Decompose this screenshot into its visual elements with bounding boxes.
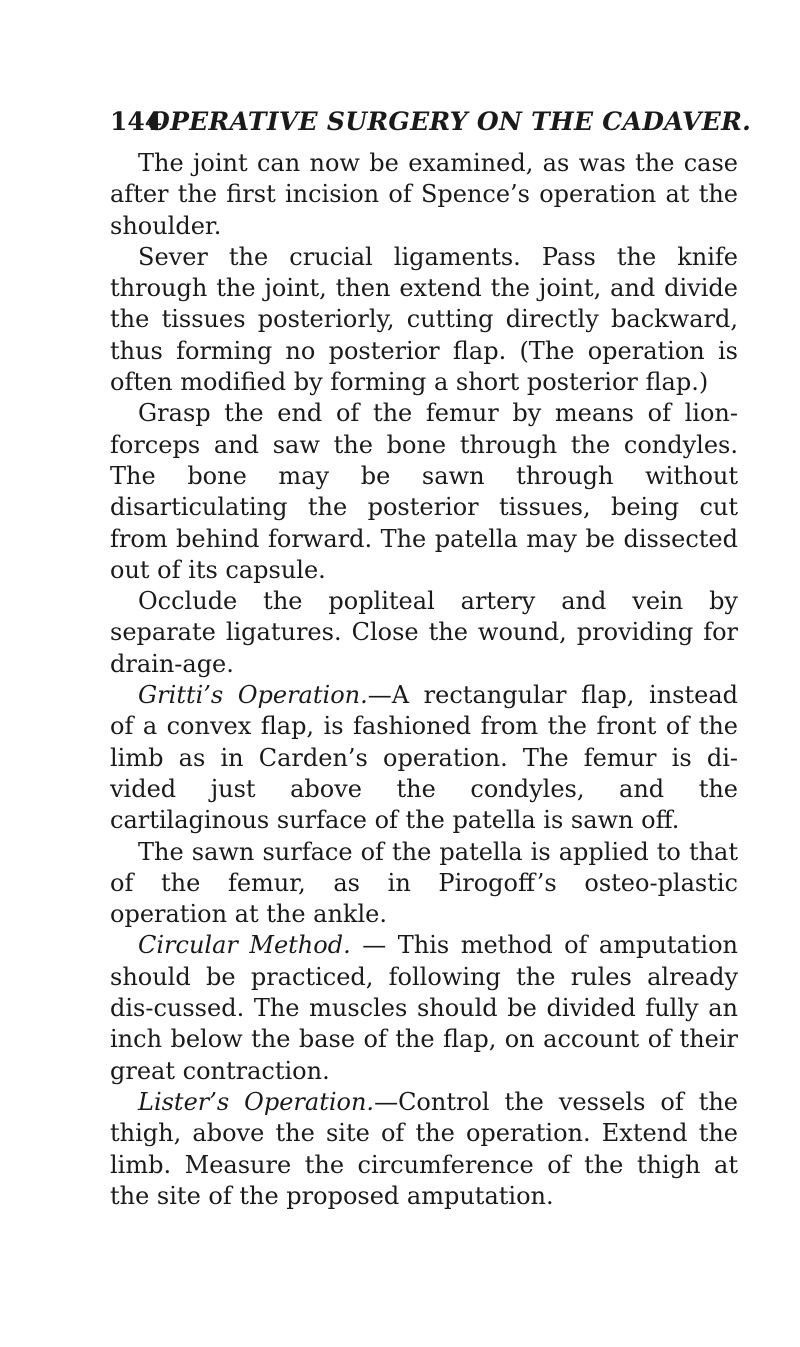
paragraph-text: Sever the crucial ligaments. Pass the knife through the joint, then extend the joint, and divide the tissues posteriorly, cutting directly backward, thus forming no posterior flap. (The operation is often modified by forming a short posterior flap.) — [110, 242, 738, 397]
paragraph — [110, 930, 738, 1086]
paragraph — [110, 586, 738, 680]
paragraph — [110, 242, 738, 398]
paragraph — [110, 680, 738, 836]
paragraph-text: —Control the vessels of the thigh, above the site of the operation. Extend the limb. Measure the circumference of the thigh at the site of the proposed amputation. — [110, 1087, 739, 1210]
paragraph-text: Occlude the popliteal artery and vein by separate ligatures. Close the wound, providing for drain-age. — [110, 587, 738, 678]
paragraph-text: Grasp the end of the femur by means of lion-forceps and saw the bone through the condyles. The bone may be sawn through without disarticulating the posterior tissues, being cut from behind forward. The patella may be dissected out of its capsule. — [110, 399, 738, 584]
running-title: OPERATIVE SURGERY ON THE CADAVER. — [148, 107, 752, 136]
paragraph — [110, 1087, 738, 1212]
paragraph — [110, 148, 738, 242]
section-heading: Circular Method. — [138, 931, 351, 960]
paragraph — [110, 837, 738, 931]
page-number: 144 — [110, 107, 163, 136]
paragraph-text: —A rectangular flap, instead of a convex flap, is fashioned from the front of the limb as in Carden’s operation. The femur is di-vided just above the condyles, and the cartilaginous surface of the patella is sawn off. — [110, 681, 738, 835]
paragraph-text: The sawn surface of the patella is applied to that of the femur, as in Pirogoff’s osteo-plastic operation at the ankle. — [110, 837, 738, 929]
body-text — [110, 148, 738, 1212]
paragraph — [110, 398, 738, 586]
paragraph-text: The joint can now be examined, as was the case after the first incision of Spence’s operation at the shoulder. — [110, 149, 738, 240]
section-heading: Lister’s Operation. — [138, 1087, 375, 1116]
running-head — [110, 102, 750, 142]
section-heading: Gritti’s Operation. — [138, 681, 368, 710]
paragraph-text: — This method of amputation should be practiced, following the rules already dis-cussed. The muscles should be divided fully an inch below the base of the flap, on account of their great contraction. — [110, 931, 738, 1085]
